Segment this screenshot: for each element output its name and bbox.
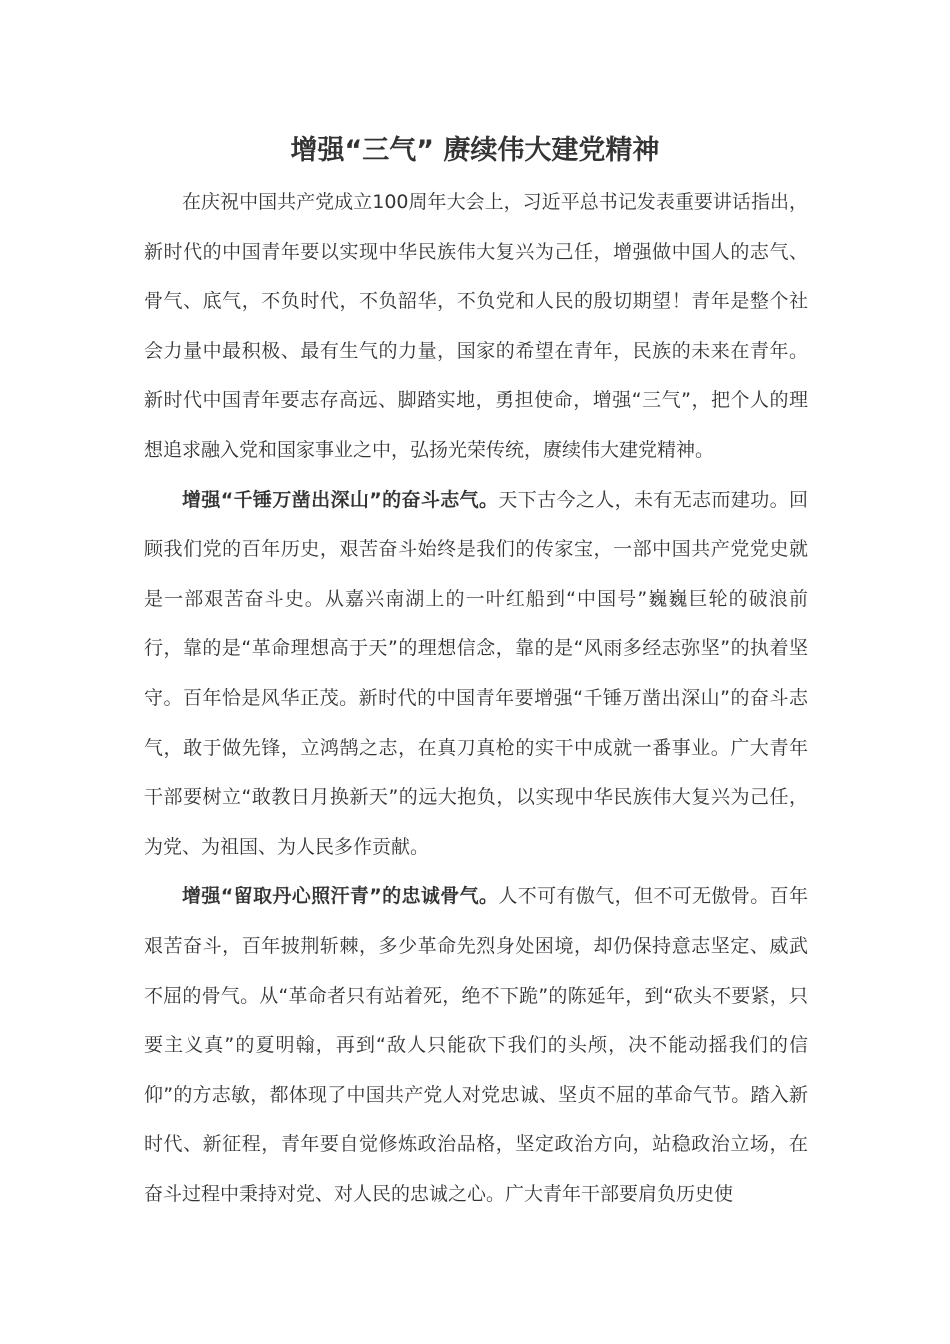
paragraph-lead-heading: 增强“留取丹心照汗青”的忠诚骨气。	[182, 885, 499, 908]
paragraph-intro	[144, 178, 808, 476]
paragraph-text: 人不可有傲气，但不可无傲骨。百年艰苦奋斗，百年披荆斩棘，多少革命先烈身处困境，却仍保持意志坚定、威武不屈的骨气。从“革命者只有站着死，绝不下跪”的陈延年，到“砍头不要紧，只要主义真”的夏明翰，再到“敌人只能砍下我们的头颅，决不能动摇我们的信仰”的方志敏，都体现了中国共产党人对党忠诚、坚贞不屈的革命气节。踏入新时代、新征程，青年要自觉修炼政治品格，坚定政治方向，站稳政治立场，在奋斗过程中秉持对党、对人民的忠诚之心。广大青年干部要肩负历史使	[144, 885, 808, 1205]
document-body	[144, 178, 808, 1219]
paragraph-loyal-backbone	[144, 872, 808, 1219]
paragraph-lead-heading: 增强“千锤万凿出深山”的奋斗志气。	[182, 488, 499, 511]
paragraph-striving-ambition	[144, 476, 808, 873]
paragraph-text: 天下古今之人，未有无志而建功。回顾我们党的百年历史，艰苦奋斗始终是我们的传家宝，一部中国共产党党史就是一部艰苦奋斗史。从嘉兴南湖上的一叶红船到“中国号”巍巍巨轮的破浪前行，靠的是“革命理想高于天”的理想信念，靠的是“风雨多经志弥坚”的执着坚守。百年恰是风华正茂。新时代的中国青年要增强“千锤万凿出深山”的奋斗志气，敢于做先锋，立鸿鹄之志，在真刀真枪的实干中成就一番事业。广大青年干部要树立“敢教日月换新天”的远大抱负，以实现中华民族伟大复兴为己任，为党、为祖国、为人民多作贡献。	[144, 488, 808, 858]
paragraph-text: 在庆祝中国共产党成立100周年大会上，习近平总书记发表重要讲话指出，新时代的中国青年要以实现中华民族伟大复兴为己任，增强做中国人的志气、骨气、底气，不负时代，不负韶华，不负党和人民的殷切期望！青年是整个社会力量中最积极、最有生气的力量，国家的希望在青年，民族的未来在青年。新时代中国青年要志存高远、脚踏实地，勇担使命，增强“三气”，把个人的理想追求融入党和国家事业之中，弘扬光荣传统，赓续伟大建党精神。	[144, 191, 808, 461]
document-title: 增强“三气” 赓续伟大建党精神	[290, 135, 660, 166]
